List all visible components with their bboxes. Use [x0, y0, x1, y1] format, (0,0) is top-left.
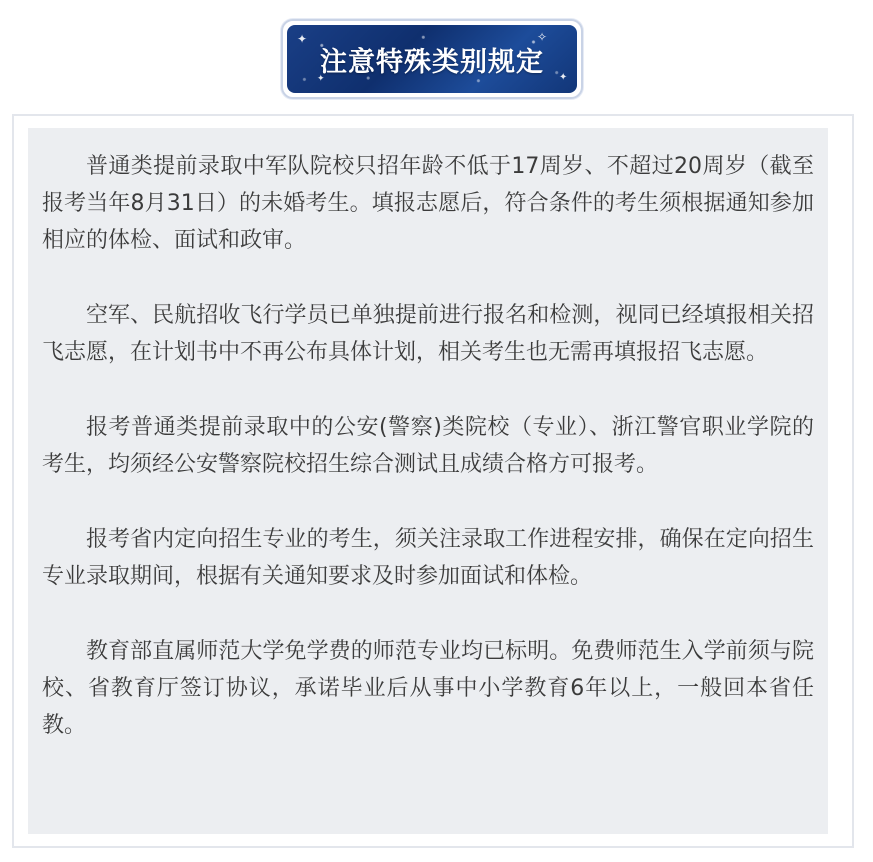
sparkle-icon: ✦ — [317, 74, 325, 84]
paragraph-aviation: 空军、民航招收飞行学员已单独提前进行报名和检测，视同已经填报相关招飞志愿，在计划书中不再公布具体计划，相关考生也无需再填报招飞志愿。 — [42, 303, 814, 365]
content-frame — [12, 114, 854, 848]
sparkle-icon: ✦ — [559, 72, 568, 83]
title-badge — [281, 19, 583, 99]
paragraph-directed: 报考省内定向招生专业的考生，须关注录取工作进程安排，确保在定向招生专业录取期间，根据有关通知要求及时参加面试和体检。 — [42, 527, 814, 589]
content-panel — [28, 128, 828, 834]
paragraph-normal-university: 教育部直属师范大学免学费的师范专业均已标明。免费师范生入学前须与院校、省教育厅签订协议，承诺毕业后从事中小学教育6年以上，一般回本省任教。 — [42, 639, 814, 738]
title-banner — [287, 25, 577, 93]
paragraph-police: 报考普通类提前录取中的公安(警察)类院校（专业）、浙江警官职业学院的考生，均须经公安警察院校招生综合测试且成绩合格方可报考。 — [42, 415, 814, 477]
sparkle-icon: ✦ — [297, 32, 308, 46]
sparkle-icon: ✧ — [537, 30, 548, 44]
page-title: 注意特殊类别规定 — [320, 46, 544, 78]
paragraph-military: 普通类提前录取中军队院校只招年龄不低于17周岁、不超过20周岁（截至报考当年8月31日）的未婚考生。填报志愿后，符合条件的考生须根据通知参加相应的体检、面试和政审。 — [42, 154, 814, 253]
